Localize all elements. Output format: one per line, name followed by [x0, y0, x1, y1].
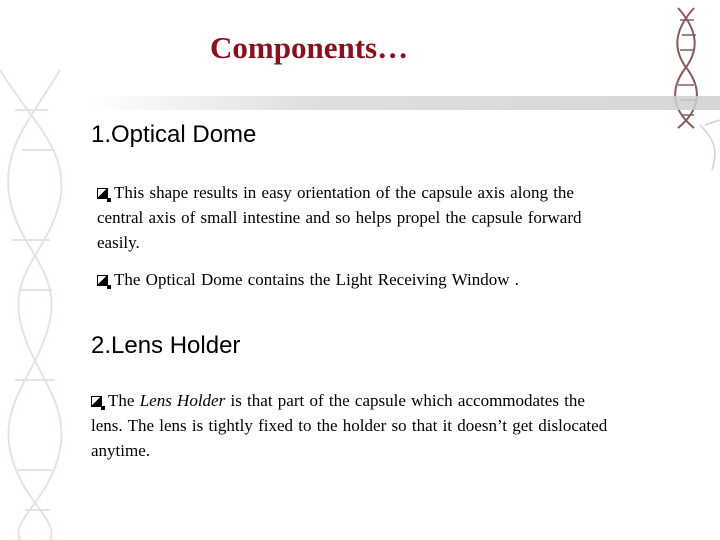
- bullet-text-pre: The: [108, 391, 140, 410]
- bullet-paragraph: [97, 180, 582, 255]
- checkbox-bullet-icon: [91, 396, 102, 407]
- bullet-text-italic: Lens Holder: [139, 391, 226, 410]
- bullet-paragraph: [91, 388, 607, 463]
- title-underline-bar: [90, 96, 720, 110]
- section-heading-lens-holder: 2.Lens Holder: [91, 332, 241, 359]
- checkbox-bullet-icon: [97, 275, 108, 286]
- bullet-text-post: is that part of the capsule which accommodates the: [225, 391, 585, 410]
- slide-title: Components…: [210, 30, 409, 65]
- bullet-paragraph: [97, 267, 519, 292]
- section-heading-optical-dome: 1.Optical Dome: [91, 121, 257, 148]
- bullet-text-line: anytime.: [91, 441, 151, 460]
- bullet-text-line: easily.: [97, 233, 140, 252]
- checkbox-bullet-icon: [97, 188, 108, 199]
- bullet-text-line: lens. The lens is tightly fixed to the holder so that it doesn’t get dislocated: [91, 416, 608, 435]
- bullet-text-line: The Optical Dome contains the Light Receiving Window .: [114, 270, 519, 289]
- dna-helix-icon: [675, 8, 697, 128]
- bullet-text-line: central axis of small intestine and so helps propel the capsule forward: [97, 208, 582, 227]
- bullet-text-line: This shape results in easy orientation of the capsule axis along the: [114, 183, 574, 202]
